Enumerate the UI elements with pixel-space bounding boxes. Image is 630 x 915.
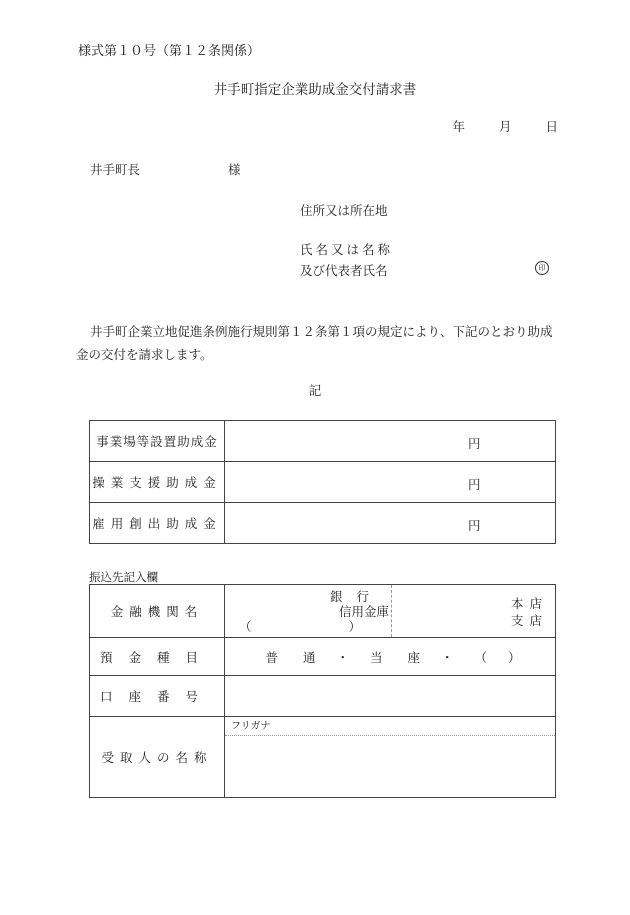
grant-row xyxy=(90,503,556,544)
grant-table xyxy=(89,420,556,544)
bank-caption: 振込先記入欄 xyxy=(89,570,158,584)
grant-amount-field[interactable] xyxy=(225,503,556,544)
furigana-label: フリガナ xyxy=(231,721,271,732)
address-label: 住所又は所在地 xyxy=(300,203,388,218)
grant-row xyxy=(90,462,556,503)
grant-amount-field[interactable] xyxy=(225,462,556,503)
separator: ・ xyxy=(440,649,454,665)
separator: ・ xyxy=(336,649,349,665)
date-day-label: 日 xyxy=(545,119,558,134)
bank-row-payee xyxy=(90,717,556,798)
type-bank: 銀行 xyxy=(329,589,383,604)
type-other: （ ） xyxy=(238,619,385,634)
addressee-honorific: 様 xyxy=(228,162,241,177)
branch-head: 本店 xyxy=(510,596,548,611)
date-year-label: 年 xyxy=(452,119,465,134)
grant-label: 雇用創出助成金 xyxy=(90,503,225,544)
date-month-label: 月 xyxy=(498,119,512,134)
payee-field[interactable] xyxy=(225,717,556,798)
option-current[interactable]: 当 座 xyxy=(369,649,420,665)
account-type-options xyxy=(225,648,555,666)
account-type-field[interactable] xyxy=(225,638,556,676)
option-other-open[interactable]: （ xyxy=(474,649,487,665)
institution-type-area xyxy=(225,585,392,637)
account-type-label: 預金種目 xyxy=(90,638,225,676)
addressee-name: 井手町長 xyxy=(90,162,141,177)
bank-row-account-type xyxy=(90,638,556,676)
representative-label: 及び代表者氏名 xyxy=(300,263,388,278)
account-number-label: 口座番号 xyxy=(90,676,225,717)
form-number: 様式第１０号（第１２条関係） xyxy=(78,44,261,59)
payee-label: 受取人の名称 xyxy=(90,717,225,798)
institution-label: 金融機関名 xyxy=(90,585,225,638)
grant-label: 操業支援助成金 xyxy=(90,462,225,503)
bank-table xyxy=(89,584,556,798)
option-other-close: ） xyxy=(507,649,521,665)
seal-mark: 印 xyxy=(535,261,549,275)
request-statement: 井手町企業立地促進条例施行規則第１２条第１項の規定により、下記のとおり助成金の交付を請求します。 xyxy=(76,324,553,362)
bank-row-account-number xyxy=(90,676,556,717)
option-ordinary[interactable]: 普 通 xyxy=(265,649,316,665)
account-number-field[interactable] xyxy=(225,676,556,717)
ki-heading: 記 xyxy=(308,383,322,398)
grant-amount-field[interactable] xyxy=(225,421,556,462)
type-credit-union: 信用金庫 xyxy=(338,604,389,619)
institution-field[interactable] xyxy=(225,585,556,638)
date-row xyxy=(452,117,558,135)
yen-unit: 円 xyxy=(468,477,481,492)
yen-unit: 円 xyxy=(468,436,481,451)
name-label: 氏名又は名称 xyxy=(300,242,394,257)
grant-label: 事業場等設置助成金 xyxy=(90,421,225,462)
bank-row-institution xyxy=(90,585,556,638)
furigana-divider xyxy=(225,735,555,736)
grant-row xyxy=(90,421,556,462)
branch-sub: 支店 xyxy=(510,613,548,628)
document-title: 井手町指定企業助成金交付請求書 xyxy=(213,82,417,98)
yen-unit: 円 xyxy=(468,518,481,533)
